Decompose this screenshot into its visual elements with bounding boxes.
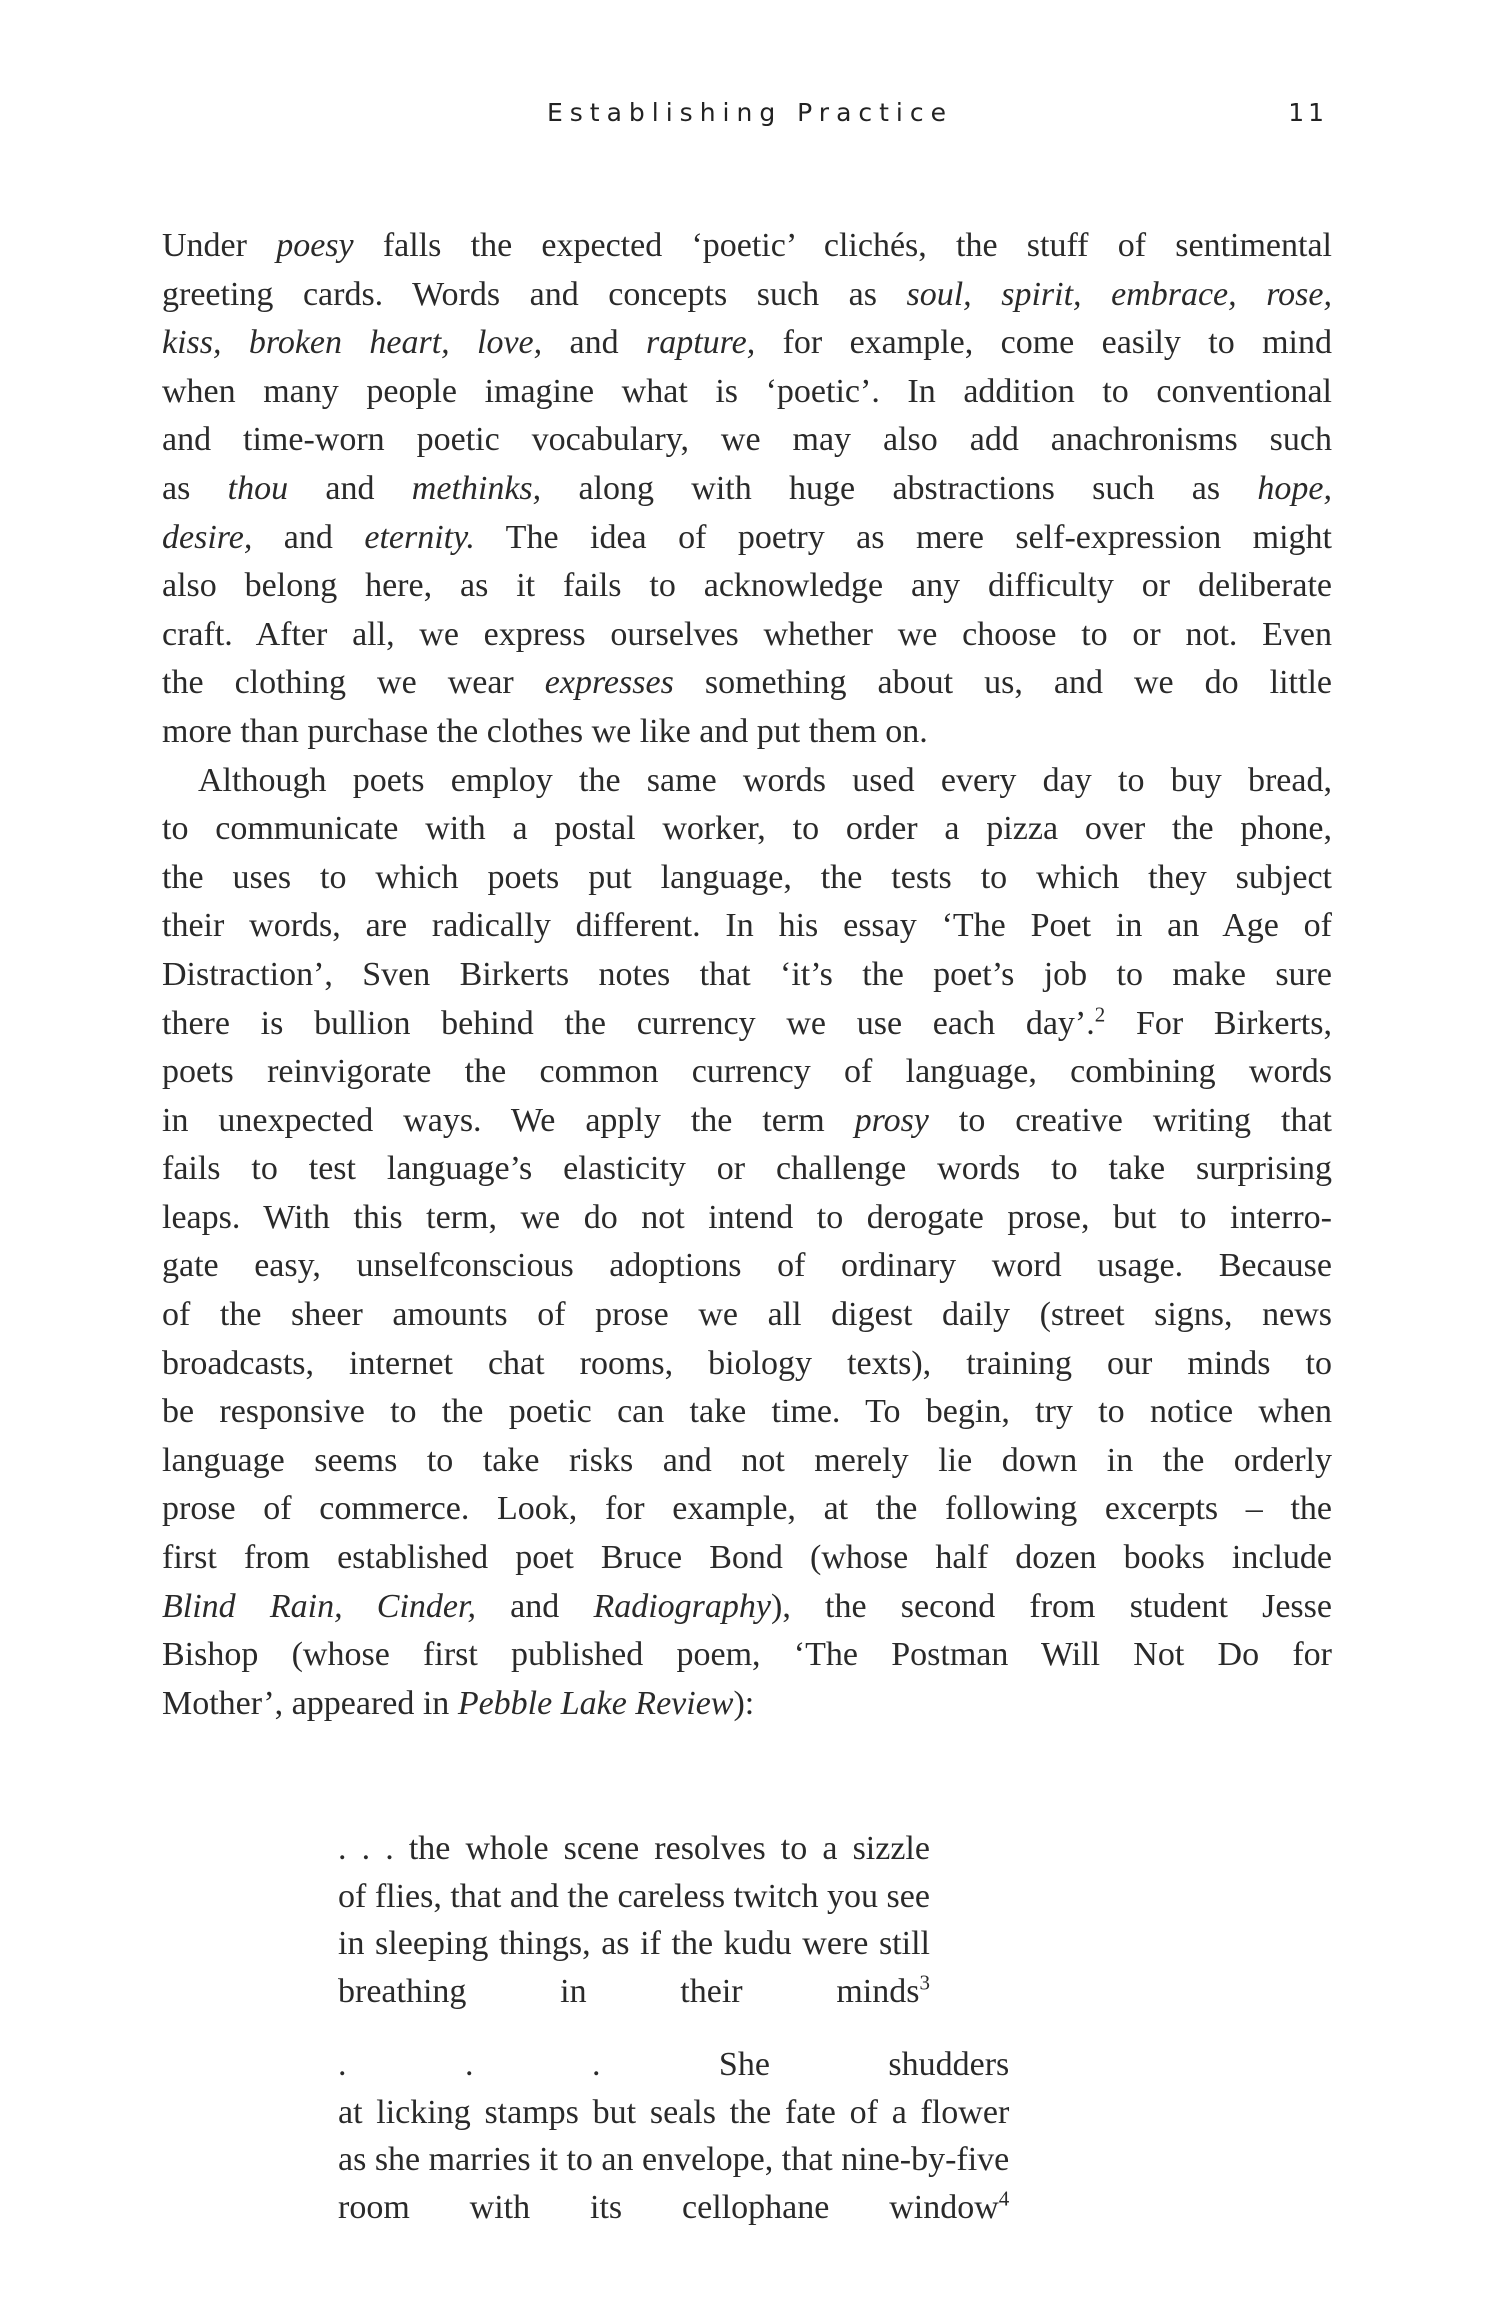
text-run: Under bbox=[162, 227, 277, 264]
text-line bbox=[338, 2041, 1009, 2089]
text-line bbox=[338, 1920, 930, 1968]
text-line bbox=[338, 2184, 1009, 2232]
italic-text: Blind Rain, Cinder, bbox=[162, 1587, 476, 1625]
text-run: of the sheer amounts of prose we all digest daily (street signs, news bbox=[162, 1296, 1332, 1334]
text-line bbox=[162, 465, 1332, 514]
text-run: of flies, that and the careless twitch you see bbox=[338, 1877, 930, 1915]
text-line bbox=[162, 222, 1332, 271]
italic-text: thou bbox=[227, 469, 289, 507]
text-run: broadcasts, internet chat rooms, biology texts), training our minds to bbox=[162, 1344, 1332, 1382]
text-line bbox=[338, 1825, 930, 1873]
footnote-marker: 2 bbox=[1094, 1002, 1106, 1027]
text-run: breathing in their minds bbox=[338, 1972, 920, 2010]
text-line bbox=[162, 1048, 1332, 1097]
text-line bbox=[162, 1194, 1332, 1243]
text-line bbox=[162, 854, 1332, 903]
text-run: ): bbox=[733, 1684, 755, 1722]
italic-text: Radiography bbox=[593, 1587, 772, 1625]
italic-text: soul, spirit, embrace, rose, bbox=[906, 275, 1332, 313]
text-run: . . . the whole scene resolves to a sizzle bbox=[338, 1830, 930, 1867]
text-run: falls the expected ‘poetic’ clichés, the stuff of sentimental bbox=[353, 227, 1332, 264]
italic-text: expresses bbox=[544, 664, 674, 702]
text-run: and time-worn poetic vocabulary, we may also add anachronisms such bbox=[162, 421, 1332, 459]
text-run: when many people imagine what is ‘poetic’. In addition to conventional bbox=[162, 372, 1332, 410]
running-head-title: Establishing Practice bbox=[546, 98, 954, 127]
text-run: fails to test language’s elasticity or challenge words to take surprising bbox=[162, 1150, 1332, 1188]
text-line bbox=[162, 805, 1332, 854]
text-line bbox=[162, 902, 1332, 951]
text-line bbox=[162, 416, 1332, 465]
footnote-marker: 3 bbox=[919, 1970, 930, 1995]
text-line bbox=[162, 562, 1332, 611]
text-run: ), the second from student Jesse bbox=[771, 1587, 1332, 1625]
text-line bbox=[162, 514, 1332, 563]
paragraph bbox=[162, 757, 1332, 1729]
text-run: to communicate with a postal worker, to order a pizza over the phone, bbox=[162, 810, 1332, 848]
text-line bbox=[162, 611, 1332, 660]
italic-text: prosy bbox=[854, 1101, 929, 1139]
text-line bbox=[162, 368, 1332, 417]
text-line bbox=[162, 1242, 1332, 1291]
text-line bbox=[162, 319, 1332, 368]
text-line bbox=[162, 1680, 1332, 1729]
text-line bbox=[162, 1340, 1332, 1389]
text-line bbox=[338, 1873, 930, 1921]
text-run: gate easy, unselfconscious adoptions of ordinary word usage. Because bbox=[162, 1247, 1332, 1285]
text-run: poets reinvigorate the common currency of language, combining words bbox=[162, 1053, 1332, 1091]
text-line bbox=[162, 1291, 1332, 1340]
text-run: greeting cards. Words and concepts such as bbox=[162, 275, 907, 313]
paragraph bbox=[162, 222, 1332, 757]
text-run: leaps. With this term, we do not intend to derogate prose, but to interro- bbox=[162, 1198, 1332, 1236]
text-run: Distraction’, Sven Birkerts notes that ‘it’s the poet’s job to make sure bbox=[162, 955, 1332, 993]
text-run: . . . She shudders bbox=[338, 2046, 1010, 2083]
text-run: there is bullion behind the currency we use each day’. bbox=[162, 1004, 1095, 1042]
text-run: as bbox=[162, 469, 228, 507]
text-run: be responsive to the poetic can take time. To begin, try to notice when bbox=[162, 1393, 1332, 1431]
text-line bbox=[162, 1145, 1332, 1194]
text-line bbox=[162, 951, 1332, 1000]
running-head bbox=[0, 98, 1500, 138]
text-run: in unexpected ways. We apply the term bbox=[162, 1101, 855, 1139]
text-run: and bbox=[542, 324, 646, 362]
text-run: craft. After all, we express ourselves whether we choose to or not. Even bbox=[162, 615, 1332, 653]
text-line bbox=[162, 659, 1332, 708]
text-line bbox=[162, 1485, 1332, 1534]
text-run: the uses to which poets put language, the tests to which they subject bbox=[162, 858, 1332, 896]
text-run: for example, come easily to mind bbox=[755, 324, 1332, 362]
text-run: something about us, and we do little bbox=[673, 664, 1332, 702]
text-line bbox=[162, 1000, 1332, 1049]
text-line bbox=[162, 1534, 1332, 1583]
poem-excerpt-bishop bbox=[338, 2041, 1009, 2231]
text-run: language seems to take risks and not merely lie down in the orderly bbox=[162, 1441, 1332, 1479]
footnote-marker: 4 bbox=[998, 2186, 1010, 2211]
text-line bbox=[338, 1968, 930, 2016]
italic-text: rapture, bbox=[645, 324, 756, 362]
text-run: the clothing we wear bbox=[162, 664, 545, 702]
text-run: For Birkerts, bbox=[1105, 1004, 1332, 1042]
italic-text: eternity. bbox=[364, 518, 475, 556]
poem-excerpt-bond bbox=[338, 1825, 930, 2015]
text-run: and bbox=[252, 518, 365, 556]
italic-text: hope, bbox=[1257, 469, 1332, 507]
italic-text: Pebble Lake Review bbox=[457, 1684, 734, 1722]
text-line bbox=[162, 1097, 1332, 1146]
text-run: in sleeping things, as if the kudu were still bbox=[338, 1925, 930, 1962]
text-run: Mother’, appeared in bbox=[162, 1684, 458, 1722]
text-run: Bishop (whose first published poem, ‘The Postman Will Not Do for bbox=[162, 1636, 1332, 1674]
text-run: at licking stamps but seals the fate of a flower bbox=[338, 2093, 1010, 2131]
text-run: as she marries it to an envelope, that nine-by-five bbox=[338, 2141, 1010, 2178]
italic-text: poesy bbox=[276, 227, 354, 264]
text-run: room with its cellophane window bbox=[338, 2188, 999, 2226]
text-run: along with huge abstractions such as bbox=[541, 469, 1258, 507]
text-run: also belong here, as it fails to acknowledge any difficulty or deliberate bbox=[162, 567, 1332, 605]
text-line bbox=[162, 271, 1332, 320]
text-line bbox=[338, 2136, 1009, 2184]
italic-text: kiss, broken heart, love, bbox=[162, 324, 543, 362]
body-text bbox=[162, 222, 1332, 1728]
text-run: more than purchase the clothes we like and put them on. bbox=[162, 712, 928, 750]
text-run: first from established poet Bruce Bond (whose half dozen books include bbox=[162, 1539, 1332, 1577]
italic-text: desire, bbox=[162, 518, 253, 556]
text-run: and bbox=[475, 1587, 594, 1625]
text-run: to creative writing that bbox=[928, 1101, 1332, 1139]
text-line bbox=[162, 708, 1332, 757]
text-line bbox=[162, 1583, 1332, 1632]
page-number: 11 bbox=[1288, 98, 1328, 127]
text-line bbox=[162, 757, 1332, 806]
text-line bbox=[162, 1631, 1332, 1680]
text-run: Although poets employ the same words used every day to buy bread, bbox=[198, 761, 1332, 799]
text-run: their words, are radically different. In his essay ‘The Poet in an Age of bbox=[162, 907, 1332, 945]
text-line bbox=[162, 1437, 1332, 1486]
text-line bbox=[162, 1388, 1332, 1437]
italic-text: methinks, bbox=[411, 469, 542, 507]
text-run: and bbox=[288, 469, 412, 507]
text-line bbox=[338, 2089, 1009, 2137]
text-run: The idea of poetry as mere self-expression might bbox=[474, 518, 1332, 556]
text-run: prose of commerce. Look, for example, at the following excerpts – the bbox=[162, 1490, 1332, 1528]
